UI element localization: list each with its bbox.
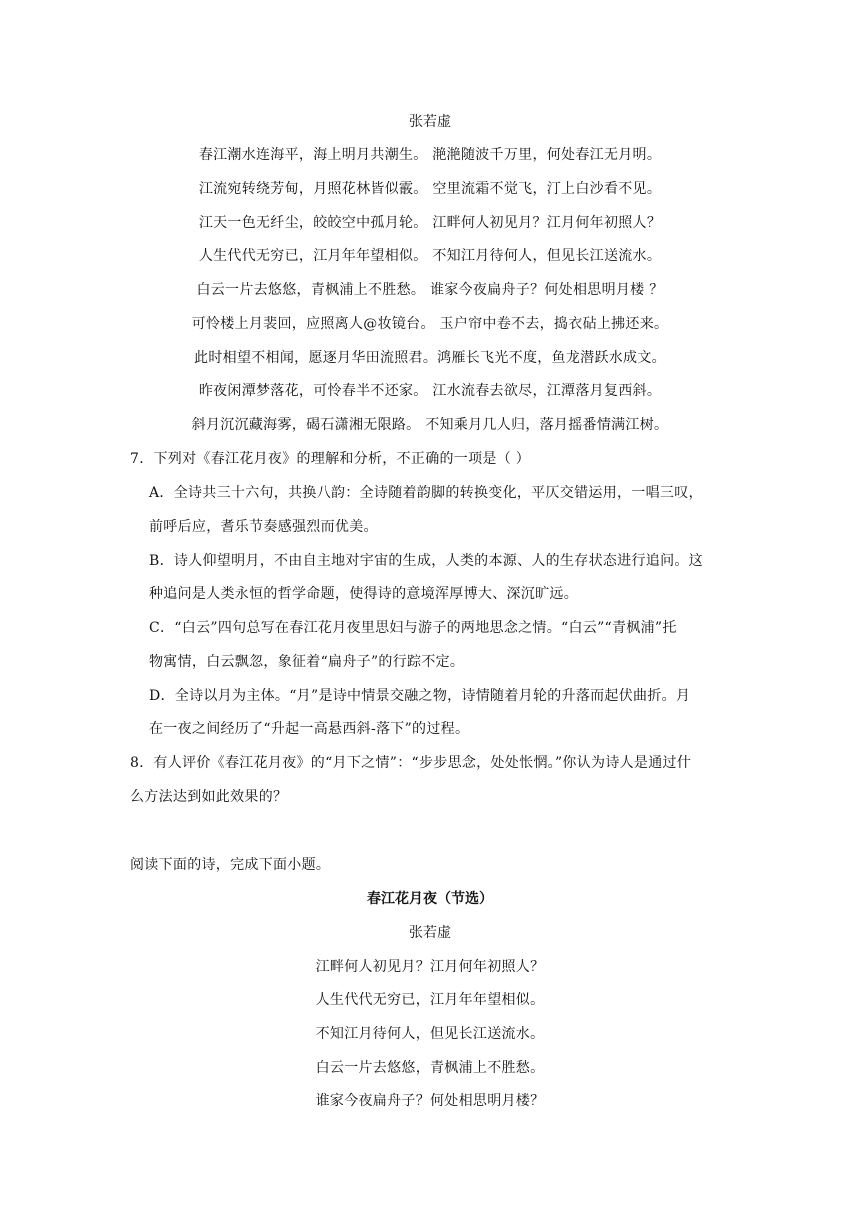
poem2-line: 谁家今夜扁舟子？何处相思明月楼？ [315,1093,545,1109]
poem1-author: 张若虚 [409,114,451,130]
option-a-line1: A．全诗共三十六句，共换八韵：全诗随着韵脚的转换变化，平仄交错运用，一唱三叹， [149,485,703,501]
poem1-line: 白云一片去悠悠，青枫浦上不胜愁。 谁家今夜扁舟子？何处相思明月楼 ？ [196,282,664,298]
poem2-line: 江畔何人初见月？江月何年初照人？ [315,959,545,975]
poem2-line: 白云一片去悠悠，青枫浦上不胜愁。 [315,1060,545,1076]
poem1-line: 春江潮水连海平，海上明月共潮生。 滟滟随波千万里，何处春江无月明。 [198,147,662,163]
poem2-author: 张若虚 [409,925,451,941]
option-b-line2: 种追问是人类永恒的哲学命题，使得诗的意境浑厚博大、深沉旷远。 [149,586,578,602]
poem1-line: 江天一色无纤尘，皎皎空中孤月轮。 江畔何人初见月？江月何年初照人？ [198,215,662,231]
poem1-line: 江流宛转绕芳甸，月照花林皆似霰。 空里流霜不觉飞，汀上白沙看不见。 [198,181,662,197]
poem1-line: 此时相望不相闻，愿逐月华田流照君。鸿雁长飞光不度，鱼龙潜跃水成文。 [194,350,666,366]
poem1-line: 斜月沉沉藏海雾，碣石潇湘无限路。 不知乘月几人归，落月摇番情满江树。 [191,417,669,433]
option-d-line1: D．全诗以月为主体。“月”是诗中情景交融之物，诗情随着月轮的升落而起伏曲折。月 [149,688,691,704]
option-d-line2: 在一夜之间经历了“升起一高悬西斜-落下”的过程。 [149,721,470,737]
question-8-line2: 么方法达到如此效果的？ [130,789,288,805]
option-c-line1: C．“白云”四句总写在春江花月夜里思妇与游子的两地思念之情。“白云”“青枫浦”托 [149,620,677,636]
option-b-line1: B．诗人仰望明月，不由自主地对宇宙的生成，人类的本源、人的生存状态进行追问。这 [149,553,703,569]
question-7-stem: 7．下列对《春江花月夜》的理解和分析，不正确的一项是（ ） [130,451,531,467]
poem1-line: 可怜楼上月裴回，应照离人@妆镜台。 玉户帘中卷不去，捣衣砧上拂还来。 [191,316,669,332]
reading-instruction: 阅读下面的诗，完成下面小题。 [130,857,331,873]
option-c-line2: 物寓情，白云飘忽，象征着“扁舟子”的行踪不定。 [149,654,465,670]
poem2-line: 不知江月待何人，但见长江送流水。 [315,1026,545,1042]
poem1-line: 人生代代无穷已，江月年年望相似。 不知江月待何人，但见长江送流水。 [198,248,662,264]
poem1-line: 昨夜闲潭梦落花，可怜春半不还家。 江水流春去欲尽，江潭落月复西斜。 [198,383,662,399]
question-8-line1: 8．有人评价《春江花月夜》的“月下之情”：“步步思念，处处怅惘。”你认为诗人是通过什 [130,755,692,771]
option-a-line2: 前呼后应，耆乐节奏感强烈而优美。 [149,519,378,535]
poem2-line: 人生代代无穷已，江月年年望相似。 [315,992,545,1008]
poem2-title: 春江花月夜（节选） [367,891,493,907]
